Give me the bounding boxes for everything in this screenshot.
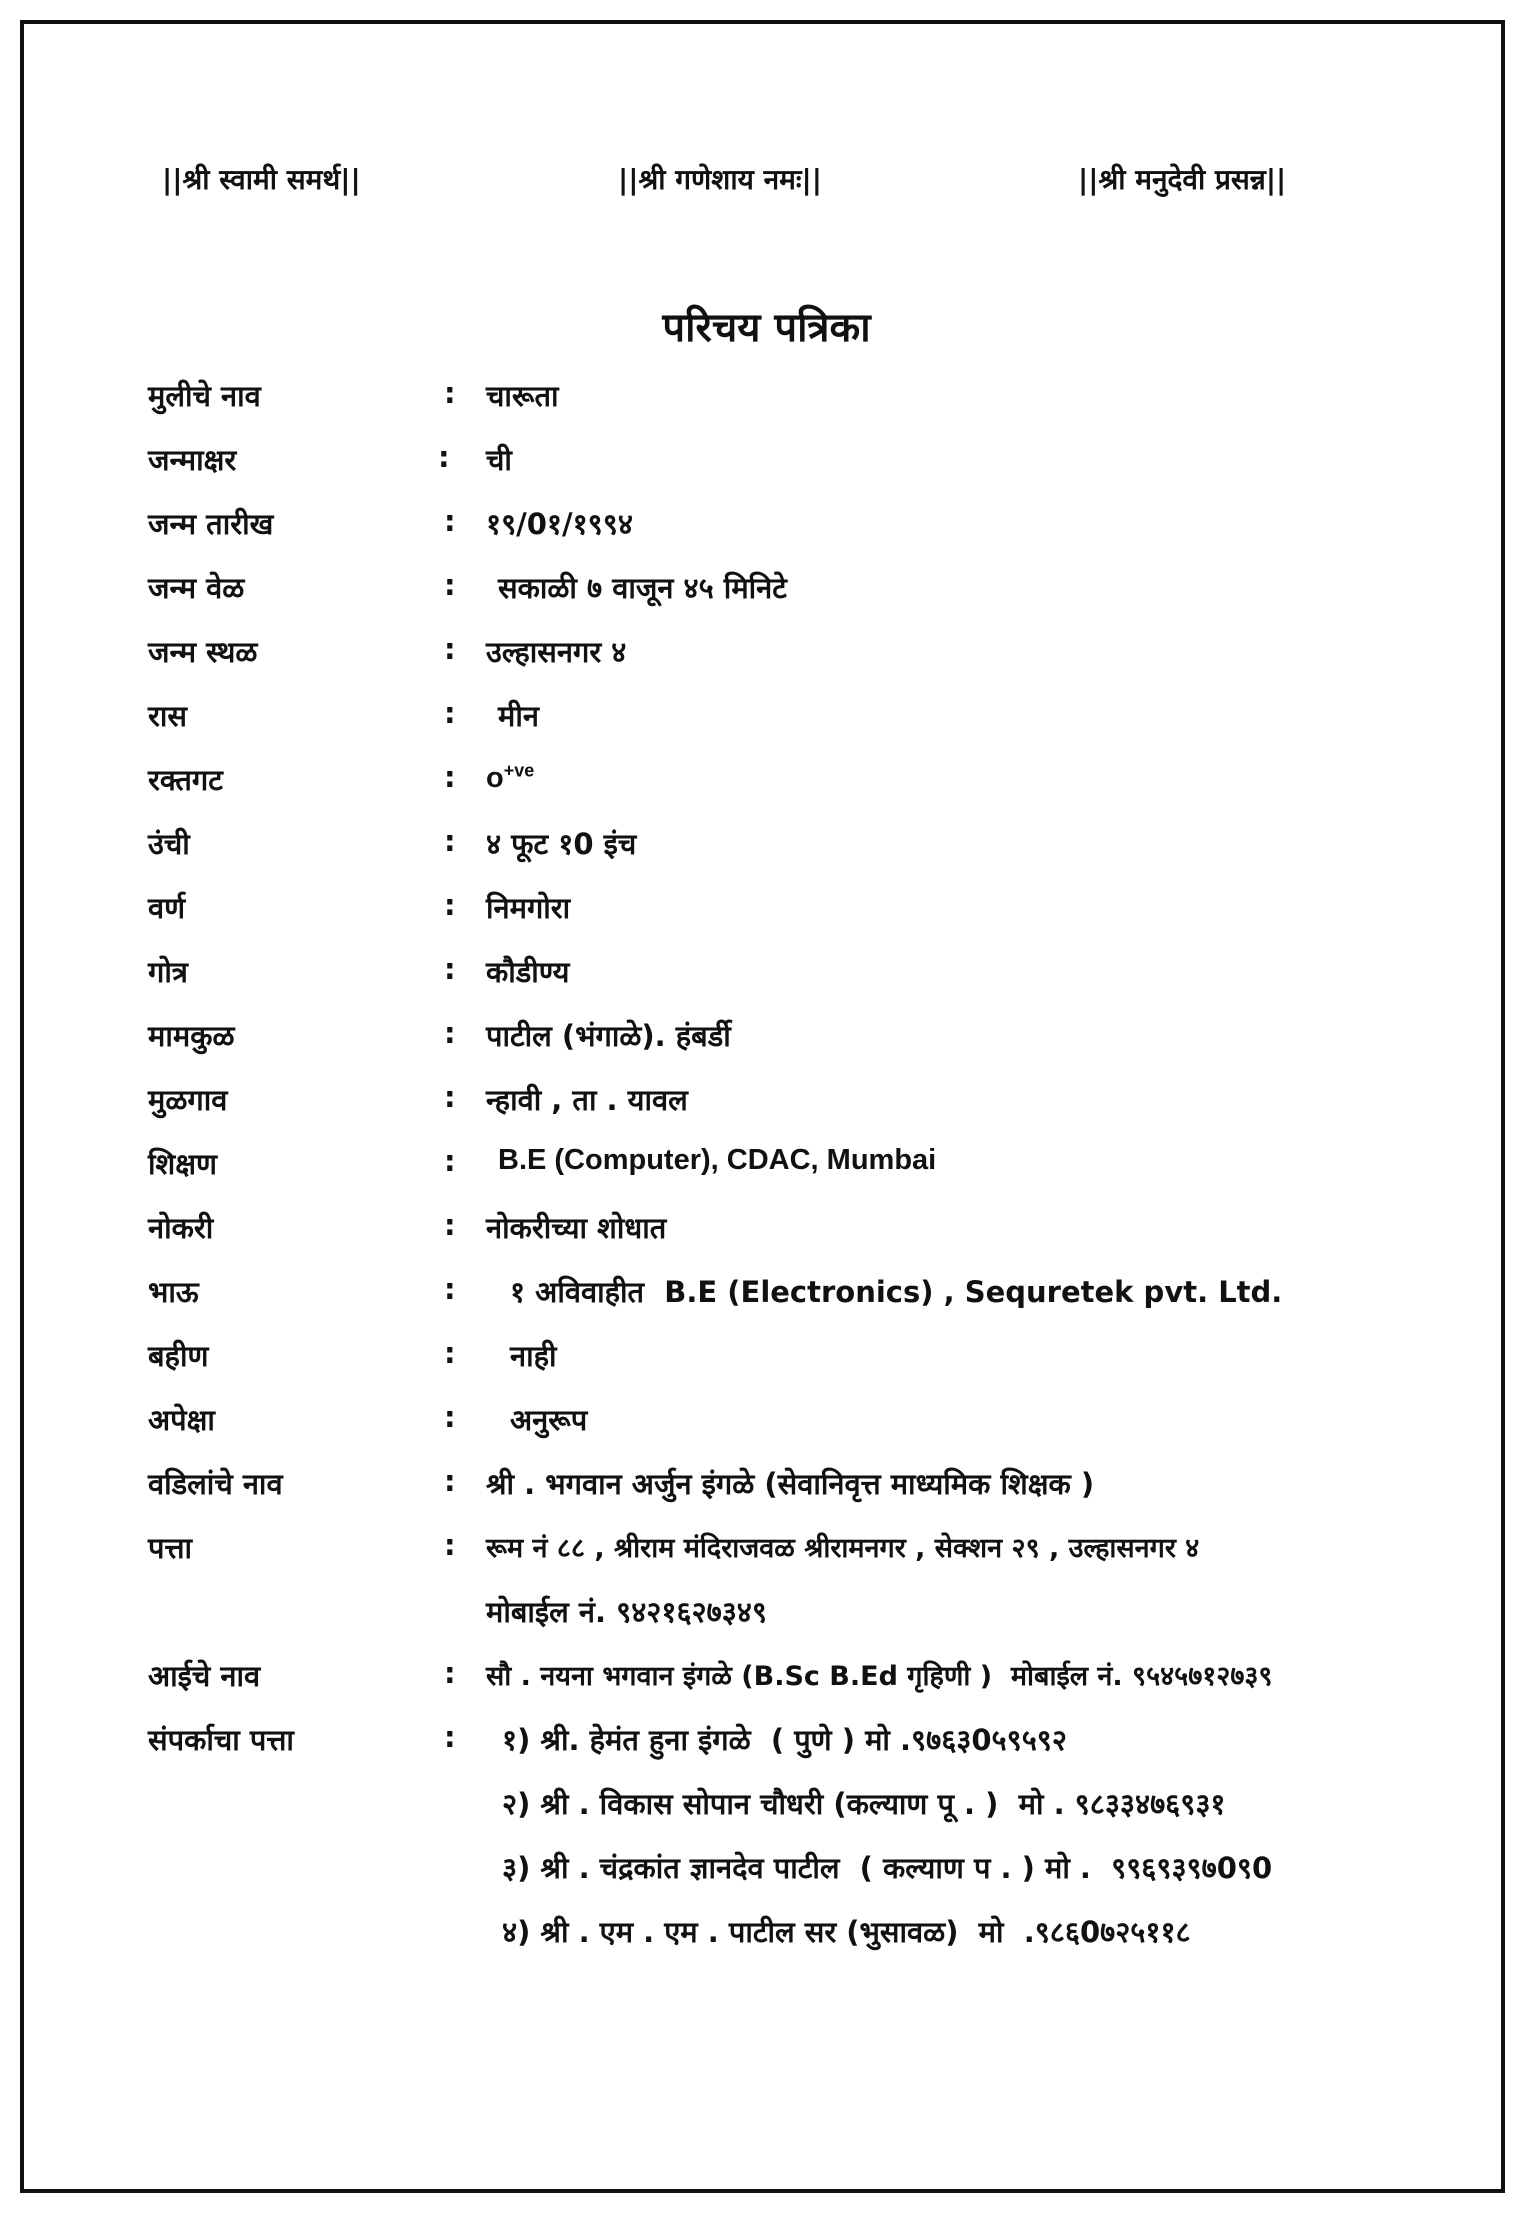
field-row	[0, 696, 1533, 744]
field-label: भाऊ	[148, 1275, 199, 1309]
blessing-right: ||श्री मनुदेवी प्रसन्न||	[1078, 163, 1287, 196]
field-value: न्हावी , ता . यावल	[486, 1083, 688, 1117]
field-value: सौ . नयना भगवान इंगळे (B.Sc B.Ed गृहिणी ) मोबाईल नं. ९५४५७१२७३९	[486, 1661, 1273, 1692]
field-row	[0, 1464, 1533, 1512]
field-row	[0, 1528, 1533, 1576]
field-row	[0, 1272, 1533, 1320]
field-value: कौडीण्य	[486, 955, 570, 989]
field-colon: :	[444, 376, 456, 410]
field-label: रास	[148, 699, 187, 733]
field-row	[0, 824, 1533, 872]
field-label: मामकुळ	[148, 1019, 235, 1053]
field-row	[0, 952, 1533, 1000]
field-label: जन्म स्थळ	[148, 635, 258, 669]
field-value	[486, 760, 534, 795]
field-row	[0, 1208, 1533, 1256]
field-row	[0, 632, 1533, 680]
field-row	[0, 568, 1533, 616]
field-label: जन्माक्षर	[148, 443, 237, 477]
field-colon: :	[444, 1016, 456, 1050]
field-row	[0, 1912, 1533, 1960]
field-row	[0, 1400, 1533, 1448]
field-value: निमगोरा	[486, 891, 571, 925]
field-value: १ अविवाहीत B.E (Electronics) , Sequretek pvt. Ltd.	[510, 1275, 1283, 1309]
field-colon: :	[444, 760, 456, 794]
field-value: सकाळी ७ वाजून ४५ मिनिटे	[498, 571, 787, 605]
field-label: बहीण	[148, 1339, 209, 1373]
field-row	[0, 376, 1533, 424]
field-value: २) श्री . विकास सोपान चौधरी (कल्याण पू . ) मो . ९८३३४७६९३१	[502, 1787, 1226, 1821]
field-row	[0, 760, 1533, 808]
field-label: आईचे नाव	[148, 1659, 261, 1693]
field-value: उल्हासनगर ४	[486, 635, 627, 669]
field-colon: :	[444, 952, 456, 986]
field-value: मीन	[498, 699, 539, 733]
field-label: शिक्षण	[148, 1147, 217, 1181]
field-row	[0, 1784, 1533, 1832]
field-colon: :	[444, 1656, 456, 1690]
field-colon: :	[444, 888, 456, 922]
field-label: गोत्र	[148, 955, 188, 989]
field-label: वडिलांचे नाव	[148, 1467, 283, 1501]
field-colon: :	[438, 440, 450, 474]
blessing-left: ||श्री स्वामी समर्थ||	[162, 163, 361, 196]
field-colon: :	[444, 504, 456, 538]
field-colon: :	[444, 1080, 456, 1114]
field-value: अनुरूप	[510, 1403, 588, 1437]
field-value: नोकरीच्या शोधात	[486, 1211, 667, 1245]
field-row	[0, 1080, 1533, 1128]
field-row	[0, 504, 1533, 552]
field-label: अपेक्षा	[148, 1403, 215, 1437]
field-label: मुलीचे नाव	[148, 379, 261, 413]
field-value: ची	[486, 443, 512, 477]
field-row	[0, 1592, 1533, 1640]
field-label: जन्म तारीख	[148, 507, 274, 541]
document-title: परिचय पत्रिका	[662, 305, 871, 351]
field-value: १) श्री. हेमंत हुना इंगळे ( पुणे ) मो .९७६३0५९५९२	[502, 1723, 1067, 1757]
field-row	[0, 1720, 1533, 1768]
field-row	[0, 440, 1533, 488]
field-colon: :	[444, 1336, 456, 1370]
field-label: मुळगाव	[148, 1083, 228, 1117]
field-value: B.E (Computer), CDAC, Mumbai	[498, 1144, 937, 1176]
field-row	[0, 1016, 1533, 1064]
field-label: जन्म वेळ	[148, 571, 245, 605]
field-value: ४) श्री . एम . एम . पाटील सर (भुसावळ) मो .९८६0७२५११८	[502, 1915, 1191, 1949]
field-value: मोबाईल नं. ९४२१६२७३४९	[486, 1595, 767, 1629]
field-value: ४ फूट १0 इंच	[486, 827, 637, 861]
field-row	[0, 1656, 1533, 1704]
field-colon: :	[444, 632, 456, 666]
blood-group-value: o	[486, 762, 504, 794]
field-value: १९/0१/१९९४	[486, 507, 633, 541]
field-label: संपर्काचा पत्ता	[148, 1723, 294, 1757]
field-row	[0, 888, 1533, 936]
field-colon: :	[444, 1720, 456, 1754]
field-value: पाटील (भंगाळे). हंबर्डी	[486, 1019, 731, 1053]
field-value: रूम नं ८८ , श्रीराम मंदिराजवळ श्रीरामनगर , सेक्शन २९ , उल्हासनगर ४	[486, 1533, 1200, 1564]
field-row	[0, 1848, 1533, 1896]
blessing-center: ||श्री गणेशाय नमः||	[618, 163, 822, 196]
blood-group-rh: +ve	[503, 760, 535, 781]
field-colon: :	[444, 568, 456, 602]
field-label: पत्ता	[148, 1531, 193, 1565]
field-label: रक्तगट	[148, 763, 223, 797]
field-colon: :	[444, 1464, 456, 1498]
field-row	[0, 1144, 1533, 1192]
field-label: उंची	[148, 827, 190, 861]
field-colon: :	[444, 1400, 456, 1434]
field-colon: :	[444, 1144, 456, 1178]
field-colon: :	[444, 1528, 456, 1562]
field-value: श्री . भगवान अर्जुन इंगळे (सेवानिवृत्त माध्यमिक शिक्षक )	[486, 1467, 1095, 1501]
field-value: नाही	[510, 1339, 557, 1373]
field-colon: :	[444, 824, 456, 858]
field-colon: :	[444, 1208, 456, 1242]
field-colon: :	[444, 1272, 456, 1306]
field-label: वर्ण	[148, 891, 186, 925]
field-value: ३) श्री . चंद्रकांत ज्ञानदेव पाटील ( कल्याण प . ) मो . ९९६९३९७0९0	[502, 1851, 1273, 1885]
field-row	[0, 1336, 1533, 1384]
field-label: नोकरी	[148, 1211, 214, 1245]
field-colon: :	[444, 696, 456, 730]
field-value: चारूता	[486, 379, 559, 413]
